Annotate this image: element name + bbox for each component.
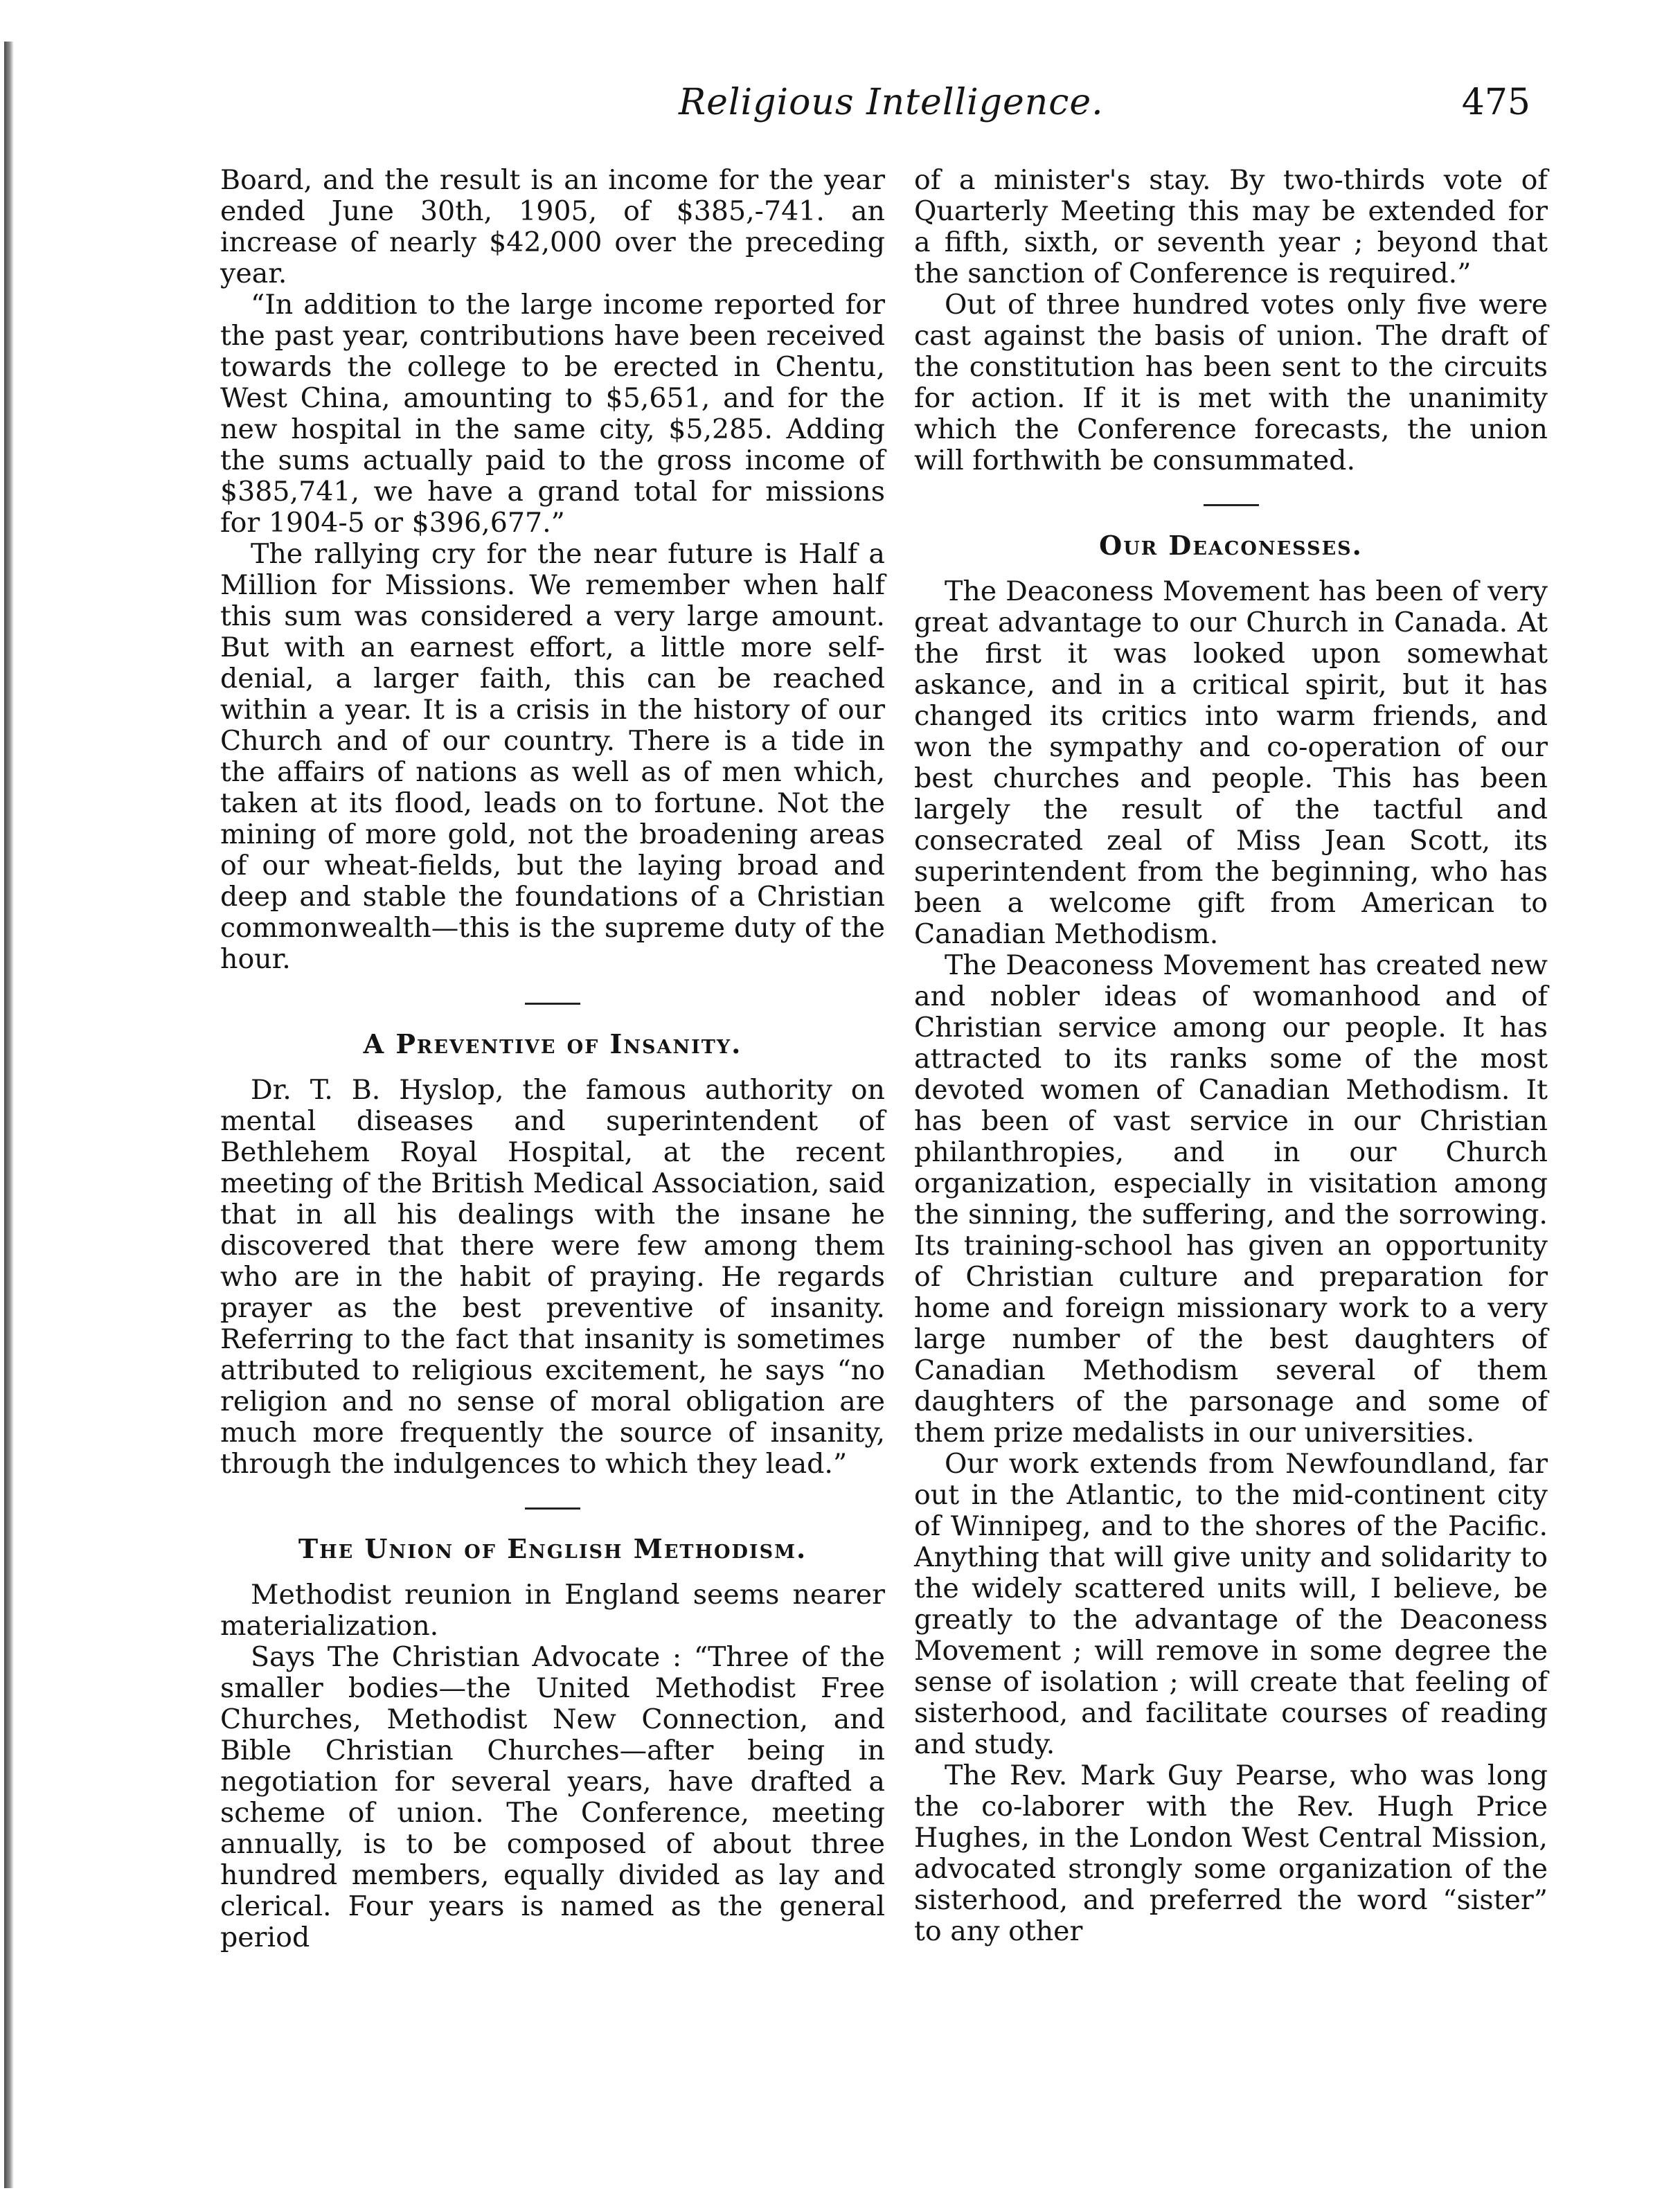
running-head <box>222 82 1530 137</box>
paragraph: Says The Christian Advocate : “Three of the smaller bodies—the United Methodist Free Churches, Methodist New Connection, and Bible Christian Churches—after being in negotiation for several years, have drafted a scheme of union. The Conference, meeting annually, is to be composed of about three hundred members, equally divided as lay and clerical. Four years is named as the general period <box>220 1641 885 1953</box>
paragraph: The Deaconess Movement has created new and nobler ideas of womanhood and of Christian service among our people. It has attracted to its ranks some of the most devoted women of Canadian Methodism. It has been of vast service in our Christian philanthropies, and in our Church organization, especially in visitation among the sinning, the suffering, and the sorrowing. Its training-school has given an opportunity of Christian culture and preparation for home and foreign missionary work to a very large number of the best daughters of Canadian Methodism several of them daughters of the parsonage and some of them prize medalists in our universities. <box>914 949 1548 1449</box>
paragraph: of a minister's stay. By two-thirds vote of Quarterly Meeting this may be extended for a fifth, sixth, or seventh year ; beyond that the sanction of Conference is required.” <box>914 164 1548 289</box>
left-column <box>220 165 885 1953</box>
section-heading: Our Deaconesses. <box>1099 530 1363 561</box>
paragraph: The rallying cry for the near future is Half a Million for Missions. We remember when half this sum was considered a very large amount. But with an earnest effort, a little more self-denial, a larger faith, this can be reached within a year. It is a crisis in the history of our Church and of our country. There is a tide in the affairs of nations as well as of men which, taken at its flood, leads on to fortune. Not the mining of more gold, not the broadening areas of our wheat-fields, but the laying broad and deep and stable the foundations of a Christian commonwealth—this is the supreme duty of the hour. <box>220 538 885 975</box>
paragraph: The Deaconess Movement has been of very great advantage to our Church in Canada. At the first it was looked upon somewhat askance, and in a critical spirit, but it has changed its critics into warm friends, and won the sympathy and co-operation of our best churches and people. This has been largely the result of the tactful and consecrated zeal of Miss Jean Scott, its superintendent from the beginning, who has been a welcome gift from American to Canadian Methodism. <box>914 575 1548 950</box>
paragraph: Board, and the result is an income for the year ended June 30th, 1905, of $385,-741. an increase of nearly $42,000 over the preceding year. <box>220 164 885 289</box>
running-title: Religious Intelligence. <box>679 82 1104 123</box>
section-heading: The Union of English Methodism. <box>298 1533 807 1564</box>
right-column <box>914 165 1548 1947</box>
paragraph: The Rev. Mark Guy Pearse, who was long the co-laborer with the Rev. Hugh Price Hughes, in the London West Central Mission, advocated strongly some organization of the sisterhood, and preferred the word “sister” to any other <box>914 1760 1548 1947</box>
paragraph: Dr. T. B. Hyslop, the famous authority on mental diseases and superintendent of Bethlehem Royal Hospital, at the recent meeting of the British Medical Association, said that in all his dealings with the insane he discovered that there were few among them who are in the habit of praying. He regards prayer as the best preventive of insanity. Referring to the fact that insanity is sometimes attributed to religious excitement, he says “no religion and no sense of moral obligation are much more frequently the source of insanity, through the indulgences to which they lead.” <box>220 1074 885 1480</box>
paragraph: Our work extends from Newfoundland, far out in the Atlantic, to the mid-continent city of Winnipeg, and to the shores of the Pacific. Anything that will give unity and solidarity to the widely scattered units will, I believe, be greatly to the advantage of the Deaconess Movement ; will remove in some degree the sense of isolation ; will create that feeling of sisterhood, and facilitate courses of reading and study. <box>914 1448 1548 1760</box>
page-binding-edge <box>4 42 14 2188</box>
section-divider <box>525 1507 580 1510</box>
paragraph: Out of three hundred votes only five were cast against the basis of union. The draft of the constitution has been sent to the circuits for action. If it is met with the unanimity which the Conference forecasts, the union will forthwith be consummated. <box>914 289 1548 476</box>
section-divider <box>525 1003 580 1005</box>
paragraph: Methodist reunion in England seems nearer materialization. <box>220 1579 885 1642</box>
section-heading: A Preventive of Insanity. <box>363 1028 742 1059</box>
section-divider <box>1204 504 1259 506</box>
paragraph: “In addition to the large income reported for the past year, contributions have been received towards the college to be erected in Chentu, West China, amounting to $5,651, and for the new hospital in the same city, $5,285. Adding the sums actually paid to the gross income of $385,741, we have a grand total for missions for 1904-5 or $396,677.” <box>220 289 885 539</box>
page-number: 475 <box>1461 82 1530 123</box>
